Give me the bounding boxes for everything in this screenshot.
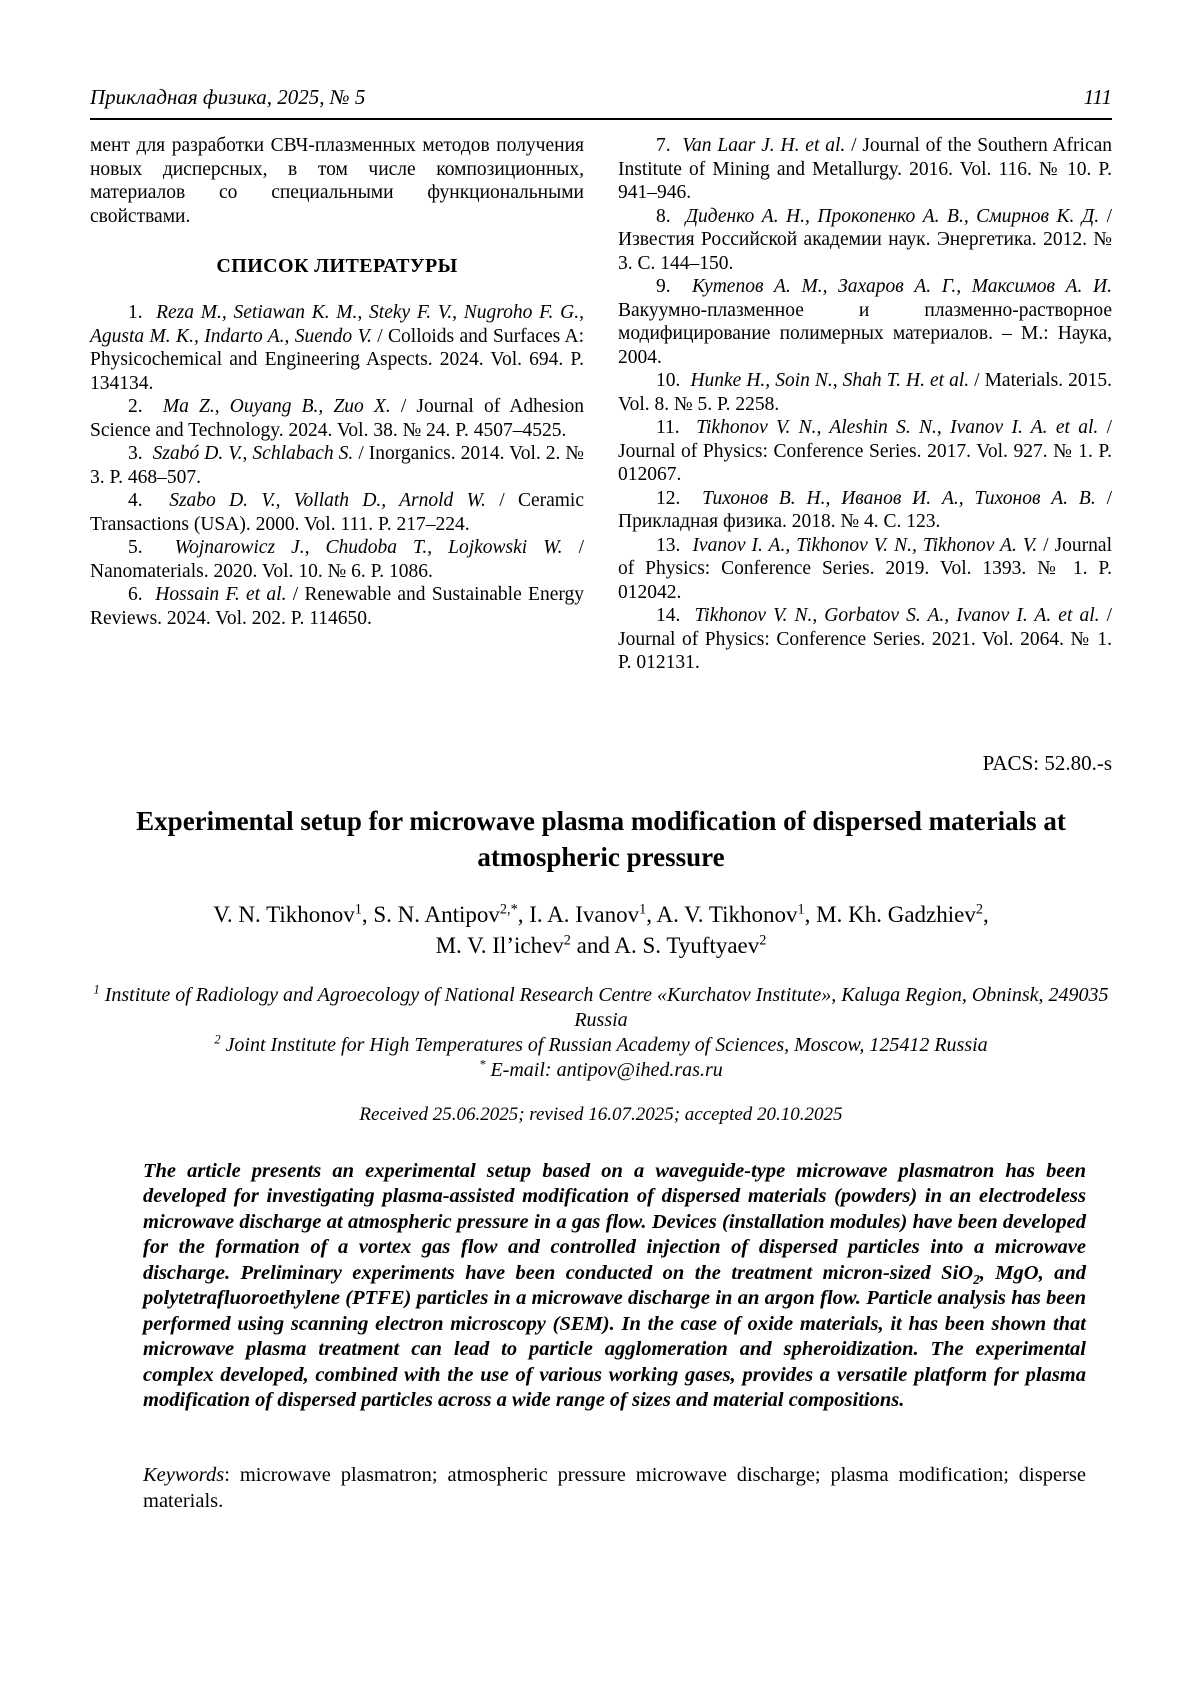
left-column bbox=[90, 134, 584, 675]
reference-item bbox=[90, 301, 584, 395]
reference-source: / Journal of Adhesion Science and Technology. 2024. Vol. 38. № 24. P. 4507–4525. bbox=[90, 396, 585, 441]
reference-item bbox=[618, 487, 1112, 534]
reference-authors: Тихонов В. Н., Иванов И. А., Тихонов А. В. bbox=[702, 487, 1096, 509]
author-affiliation-sup: 2 bbox=[975, 900, 983, 917]
reference-number: 3. bbox=[128, 443, 153, 464]
reference-source: / Journal of Physics: Conference Series. 2017. Vol. 927. № 1. P. 012067. bbox=[618, 417, 1112, 485]
author-affiliation-sup: 1 bbox=[354, 900, 362, 917]
keywords-text: : microwave plasmatron; atmospheric pressure microwave discharge; plasma modification; disperse materials. bbox=[143, 1463, 1086, 1512]
authors-line: M. V. Il’ichev$^2$ and A. S. Tyuftyaev$^2$ bbox=[435, 931, 767, 958]
affiliation-line: $^1$ Institute of Radiology and Agroecology of National Research Centre «Kurchatov Institute», Kaluga Region, Obninsk, 249035 Russia bbox=[93, 981, 1109, 1031]
reference-number: 7. bbox=[656, 135, 683, 156]
intro-paragraph: мент для разработки СВЧ-плазменных методов получения новых дисперсных, в том числе композиционных, материалов со специальными функциональными свойствами. bbox=[90, 135, 584, 227]
reference-item bbox=[618, 134, 1112, 205]
reference-authors: Van Laar J. H. et al. bbox=[682, 135, 846, 156]
reference-number: 4. bbox=[128, 490, 170, 511]
header-rule bbox=[90, 118, 1112, 120]
reference-authors: Hunke H., Soin N., Shah T. H. et al. bbox=[690, 370, 970, 391]
reference-source: / Известия Российской академии наук. Энергетика. 2012. № 3. С. 144–150. bbox=[618, 205, 1112, 274]
author-affiliation-sup: 2 bbox=[759, 931, 767, 948]
reference-number: 9. bbox=[656, 276, 692, 297]
reference-authors: Кутепов А. М., Захаров А. Г., Максимов А. И. bbox=[691, 276, 1112, 297]
reference-number: 11. bbox=[656, 417, 697, 438]
affiliation-sup: 1 bbox=[93, 981, 100, 996]
page-number: 111 bbox=[1083, 85, 1112, 109]
reference-item bbox=[90, 583, 584, 630]
journal-name: Прикладная физика, 2025, № 5 bbox=[90, 85, 366, 109]
author-affiliation-sup: 2 bbox=[563, 931, 571, 948]
reference-item bbox=[618, 275, 1112, 369]
affiliation-sup: 2 bbox=[214, 1031, 221, 1046]
reference-authors: Tikhonov V. N., Aleshin S. N., Ivanov I. A. et al. bbox=[696, 417, 1099, 438]
reference-source: / Journal of the Southern African Institute of Mining and Metallurgy. 2016. Vol. 116. № 10. P. 941–946. bbox=[618, 135, 1113, 203]
reference-source: / Materials. 2015. Vol. 8. № 5. P. 2258. bbox=[618, 370, 1113, 415]
received-line: Received 25.06.2025; revised 16.07.2025; accepted 20.10.2025 bbox=[359, 1103, 843, 1125]
reference-item bbox=[90, 442, 584, 489]
reference-item bbox=[618, 369, 1112, 416]
reference-authors: Диденко А. Н., Прокопенко А. В., Смирнов К. Д. bbox=[685, 205, 1100, 227]
reference-source: / Ceramic Transactions (USA). 2000. Vol. 111. P. 217–224. bbox=[90, 490, 584, 535]
reference-item bbox=[618, 604, 1112, 675]
reference-authors: Szabó D. V., Schlabach S. bbox=[152, 443, 354, 464]
two-column-body bbox=[90, 134, 1112, 675]
keywords-paragraph bbox=[143, 1462, 1086, 1514]
reference-item bbox=[618, 205, 1112, 276]
reference-source: / Прикладная физика. 2018. № 4. С. 123. bbox=[618, 487, 1112, 532]
reference-item bbox=[90, 536, 584, 583]
reference-item bbox=[618, 416, 1112, 487]
reference-source: / Renewable and Sustainable Energy Reviews. 2024. Vol. 202. P. 114650. bbox=[90, 584, 585, 629]
reference-number: 5. bbox=[128, 537, 175, 558]
reference-item bbox=[618, 534, 1112, 605]
reference-number: 10. bbox=[656, 370, 691, 391]
abstract-subscript: 2 bbox=[973, 1271, 980, 1287]
reference-source: / Inorganics. 2014. Vol. 2. № 3. P. 468–507. bbox=[90, 443, 585, 488]
abstract-paragraph: The article presents an experimental setup based on a waveguide-type microwave plasmatron has been developed for investigating plasma-assisted modification of dispersed materials (powders) in an electrodeless microwave discharge at atmospheric pressure in a gas flow. Devices (installation modules) have been developed for the formation of a vortex gas flow and controlled injection of dispersed particles into a microwave discharge. Preliminary experiments have been conducted on the treatment micron-sized SiO$_2$, MgO, and polytetrafluoroethylene (PTFE) particles in a microwave discharge in an argon flow. Particle analysis has been performed using scanning electron microscopy (SEM). In the case of oxide materials, it has been shown that microwave plasma treatment can lead to particle agglomeration and spheroidization. The experimental complex developed, combined with the use of various working gases, provides a versatile platform for plasma modification of dispersed particles across a wide range of sizes and material compositions. bbox=[143, 1159, 1086, 1411]
reference-number: 12. bbox=[656, 487, 703, 509]
reference-authors: Wojnarowicz J., Chudoba T., Lojkowski W. bbox=[174, 537, 563, 558]
running-head bbox=[90, 84, 1112, 110]
references-list-left bbox=[90, 301, 584, 630]
reference-authors: Ma Z., Ouyang B., Zuo X. bbox=[162, 396, 391, 417]
references-heading: СПИСОК ЛИТЕРАТУРЫ bbox=[216, 255, 458, 277]
reference-number: 6. bbox=[128, 584, 156, 605]
author-affiliation-sup: 1 bbox=[639, 900, 647, 917]
reference-number: 8. bbox=[656, 205, 686, 227]
reference-source: / Journal of Physics: Conference Series. 2019. Vol. 1393. № 1. P. 012042. bbox=[618, 534, 1113, 603]
right-column bbox=[618, 134, 1112, 675]
affiliation-line: * E-mail: antipov@ihed.ras.ru bbox=[479, 1056, 723, 1081]
keywords-label: Keywords bbox=[143, 1463, 225, 1486]
reference-authors: Reza M., Setiawan K. M., Steky F. V., Nugroho F. G., Agusta M. K., Indarto A., Suendo V. bbox=[90, 302, 584, 347]
author-affiliation-sup: 2,* bbox=[499, 900, 518, 917]
reference-source: / Journal of Physics: Conference Series. 2021. Vol. 2064. № 1. P. 012131. bbox=[618, 605, 1112, 673]
reference-source: / Nanomaterials. 2020. Vol. 10. № 6. P. 1086. bbox=[90, 537, 584, 582]
reference-authors: Hossain F. et al. bbox=[155, 584, 287, 605]
reference-number: 13. bbox=[656, 534, 693, 556]
references-list-right bbox=[618, 134, 1112, 675]
reference-number: 14. bbox=[656, 605, 695, 626]
reference-authors: Szabo D. V., Vollath D., Arnold W. bbox=[169, 490, 486, 511]
reference-number: 1. bbox=[128, 302, 157, 323]
reference-authors: Ivanov I. A., Tikhonov V. N., Tikhonov A. V. bbox=[692, 534, 1038, 556]
affiliation-line: $^2$ Joint Institute for High Temperatures of Russian Academy of Sciences, Moscow, 125412 Russia bbox=[214, 1031, 988, 1056]
reference-number: 2. bbox=[128, 396, 163, 417]
reference-source: Вакуумно-плазменное и плазменно-растворное модифицирование полимерных материалов. – М.: Наука, 2004. bbox=[618, 299, 1112, 368]
article-title: Experimental setup for microwave plasma modification of dispersed materials at atmospheric pressure bbox=[136, 805, 1066, 872]
authors-block bbox=[90, 899, 1112, 961]
author-affiliation-sup: 1 bbox=[797, 900, 805, 917]
affiliations-block bbox=[90, 983, 1112, 1083]
reference-item bbox=[90, 489, 584, 536]
reference-item bbox=[90, 395, 584, 442]
pacs-code: PACS: 52.80.-s bbox=[982, 750, 1112, 775]
affiliation-sup: * bbox=[479, 1056, 486, 1071]
reference-source: / Colloids and Surfaces A: Physicochemical and Engineering Aspects. 2024. Vol. 694. P. 134134. bbox=[90, 325, 584, 394]
authors-line: V. N. Tikhonov$^1$, S. N. Antipov$^{2,*}$, I. A. Ivanov$^1$, A. V. Tikhonov$^1$, M. Kh. Gadzhiev$^2$, bbox=[213, 900, 989, 927]
reference-authors: Tikhonov V. N., Gorbatov S. A., Ivanov I. A. et al. bbox=[694, 605, 1100, 626]
